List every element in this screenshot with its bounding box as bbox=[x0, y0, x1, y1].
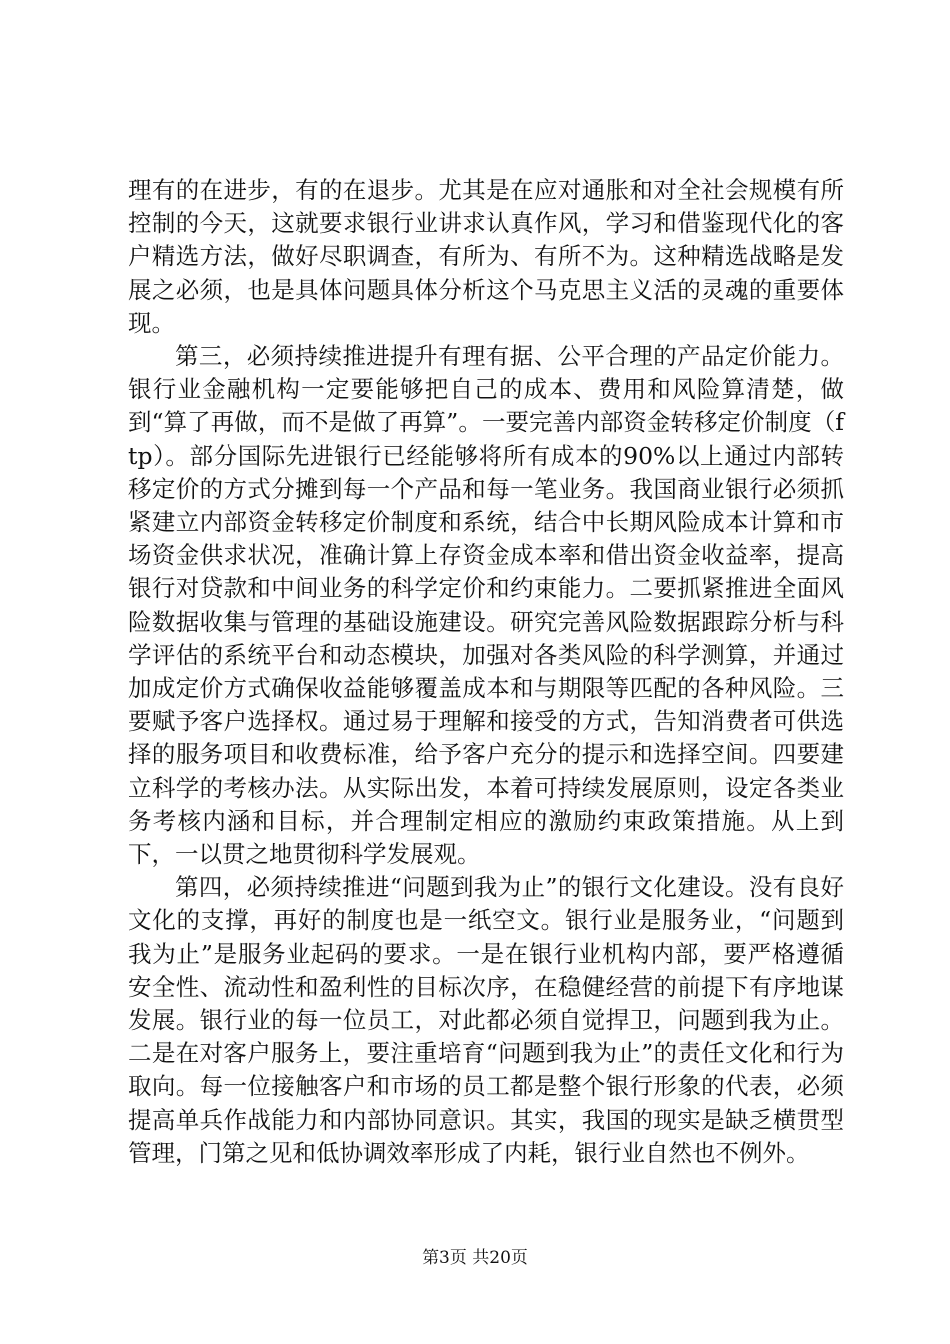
paragraph-third-point: 第三，必须持续推进提升有理有据、公平合理的产品定价能力。银行业金融机构一定要能够把自己的成本、费用和风险算清楚，做到“算了再做，而不是做了再算”。一要完善内部资金转移定价制度（ftp）。部分国际先进银行已经能够将所有成本的90%以上通过内部转移定价的方式分摊到每一个产品和每一笔业务。我国商业银行必须抓紧建立内部资金转移定价制度和系统，结合中长期风险成本计算和市场资金供求状况，准确计算上存资金成本率和借出资金收益率，提高银行对贷款和中间业务的科学定价和约束能力。二要抓紧推进全面风险数据收集与管理的基础设施建设。研究完善风险数据跟踪分析与科学评估的系统平台和动态模块，加强对各类风险的科学测算，并通过加成定价方式确保收益能够覆盖成本和与期限等匹配的各种风险。三要赋予客户选择权。通过易于理解和接受的方式，告知消费者可供选择的服务项目和收费标准，给予客户充分的提示和选择空间。四要建立科学的考核办法。从实际出发，本着可持续发展原则，设定各类业务考核内涵和目标，并合理制定相应的激励约束政策措施。从上到下，一以贯之地贯彻科学发展观。 bbox=[128, 342, 844, 869]
document-body bbox=[128, 174, 844, 1170]
paragraph-fourth-point: 第四，必须持续推进“问题到我为止”的银行文化建设。没有良好文化的支撑，再好的制度也是一纸空文。银行业是服务业，“问题到我为止”是服务业起码的要求。一是在银行业机构内部，要严格遵循安全性、流动性和盈利性的目标次序，在稳健经营的前提下有序地谋发展。银行业的每一位员工，对此都必须自觉捍卫，问题到我为止。二是在对客户服务上，要注重培育“问题到我为止”的责任文化和行为取向。每一位接触客户和市场的员工都是整个银行形象的代表，必须提高单兵作战能力和内部协同意识。其实，我国的现实是缺乏横贯型管理，门第之见和低协调效率形成了内耗，银行业自然也不例外。 bbox=[128, 873, 844, 1167]
paragraph-continuation: 理有的在进步，有的在退步。尤其是在应对通胀和对全社会规模有所控制的今天，这就要求银行业讲求认真作风，学习和借鉴现代化的客户精选方法，做好尽职调查，有所为、有所不为。这种精选战略是发展之必须，也是具体问题具体分析这个马克思主义活的灵魂的重要体现。 bbox=[128, 176, 844, 337]
page-number-footer: 第3页 共20页 bbox=[422, 1248, 528, 1268]
